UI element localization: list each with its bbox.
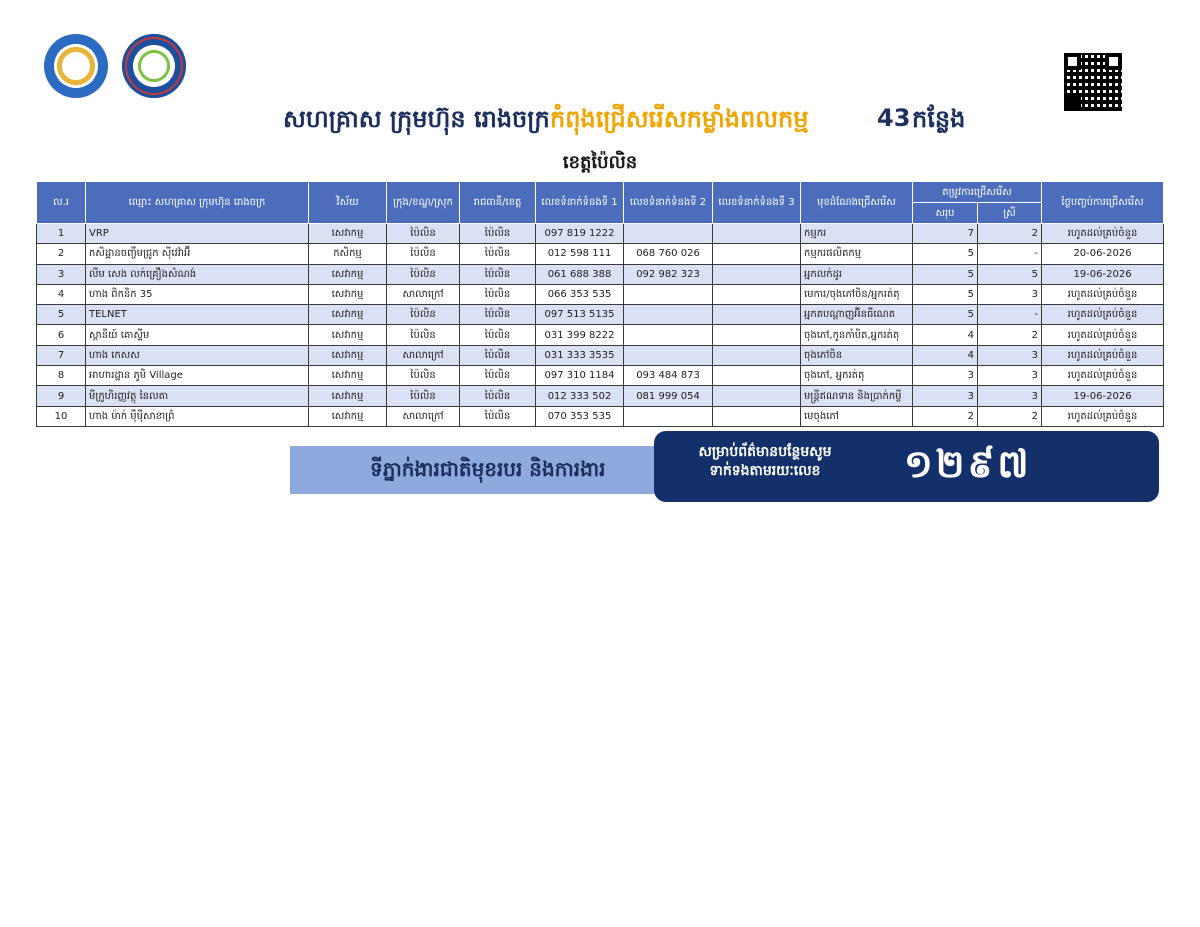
cell-phone2 xyxy=(624,406,713,426)
cell-phone1: 012 598 111 xyxy=(536,244,624,264)
agency-name: ទីភ្នាក់ងារជាតិមុខរបរ និងការងារ xyxy=(370,457,606,481)
cell-province: ប៉ៃលិន xyxy=(460,264,536,284)
cell-phone2: 093 484 873 xyxy=(624,366,713,386)
cell-name: ហាង ពិកនិក 35 xyxy=(86,284,309,304)
cell-female: 2 xyxy=(978,224,1042,244)
cell-district: ប៉ៃលិន xyxy=(387,366,460,386)
province-subtitle: ខេត្តប៉ៃលិន xyxy=(562,152,638,173)
cell-phone1: 097 819 1222 xyxy=(536,224,624,244)
cell-phone2: 081 999 054 xyxy=(624,386,713,406)
cell-name: កសិដ្ឋានចញ្ចឹមជ្រូក ស៊ីវេវ៉ាអ៊ី xyxy=(86,244,309,264)
table-row xyxy=(37,366,1164,386)
cell-total: 2 xyxy=(913,406,978,426)
cell-sector: សេវាកម្ម xyxy=(309,264,387,284)
cell-district: សាលាក្រៅ xyxy=(387,345,460,365)
cell-position: អ្នកលក់ដូរ xyxy=(801,264,913,284)
cell-district: ប៉ៃលិន xyxy=(387,305,460,325)
cell-total: 3 xyxy=(913,366,978,386)
cell-province: ប៉ៃលិន xyxy=(460,325,536,345)
cell-deadline: រហូតដល់គ្រប់ចំនួន xyxy=(1042,305,1164,325)
cell-sector: សេវាកម្ម xyxy=(309,386,387,406)
cell-province: ប៉ៃលិន xyxy=(460,406,536,426)
cell-province: ប៉ៃលិន xyxy=(460,305,536,325)
cell-total: 5 xyxy=(913,284,978,304)
cell-sector: សេវាកម្ម xyxy=(309,325,387,345)
cell-position: ចុងភៅ,កូនកាំបិត,អ្នករត់តុ xyxy=(801,325,913,345)
hotline-label-line2: ទាក់ទងតាមរយៈលេខ xyxy=(709,463,821,479)
cell-total: 5 xyxy=(913,264,978,284)
agency-banner xyxy=(290,446,680,494)
cell-no: 4 xyxy=(37,284,86,304)
cell-deadline: រហូតដល់គ្រប់ចំនួន xyxy=(1042,284,1164,304)
cell-sector: សេវាកម្ម xyxy=(309,284,387,304)
table-row xyxy=(37,244,1164,264)
header-need-group: តម្រូវការជ្រើសរើស xyxy=(913,182,1042,203)
cell-total: 4 xyxy=(913,345,978,365)
cell-position: មេការ/ចុងភៅចិន/អ្នករត់តុ xyxy=(801,284,913,304)
cell-phone1: 070 353 535 xyxy=(536,406,624,426)
hotline-banner xyxy=(654,431,1159,502)
cell-no: 6 xyxy=(37,325,86,345)
cell-total: 5 xyxy=(913,305,978,325)
cell-sector: សេវាកម្ម xyxy=(309,224,387,244)
cell-name: អាហារដ្ឋាន ភូមិ Village xyxy=(86,366,309,386)
cell-no: 9 xyxy=(37,386,86,406)
cell-no: 1 xyxy=(37,224,86,244)
table-row xyxy=(37,386,1164,406)
cell-province: ប៉ៃលិន xyxy=(460,244,536,264)
cell-female: 3 xyxy=(978,345,1042,365)
cell-name: ហាង ម៉ាក់ ម៉ឹម៉ីសាខាព្រំ xyxy=(86,406,309,426)
cell-phone3 xyxy=(713,305,801,325)
cell-phone2 xyxy=(624,224,713,244)
header-sector: វិស័យ xyxy=(309,182,387,224)
cell-province: ប៉ៃលិន xyxy=(460,224,536,244)
cell-female: - xyxy=(978,305,1042,325)
cell-position: មេចុងភៅ xyxy=(801,406,913,426)
cell-deadline: រហូតដល់គ្រប់ចំនួន xyxy=(1042,406,1164,426)
cell-total: 4 xyxy=(913,325,978,345)
header-deadline: ថ្ងៃបញ្ចប់ការជ្រើសរើស xyxy=(1042,182,1164,224)
cell-no: 3 xyxy=(37,264,86,284)
qr-code[interactable] xyxy=(1064,53,1122,111)
cell-phone2 xyxy=(624,325,713,345)
cell-sector: កសិកម្ម xyxy=(309,244,387,264)
positions-unit: កន្លែង xyxy=(912,105,966,133)
cell-phone2 xyxy=(624,345,713,365)
cell-female: - xyxy=(978,244,1042,264)
cell-phone3 xyxy=(713,284,801,304)
cell-no: 10 xyxy=(37,406,86,426)
cell-phone3 xyxy=(713,386,801,406)
logos xyxy=(44,34,186,98)
positions-count: 43 xyxy=(877,104,911,132)
title-part-1: សហគ្រាស ក្រុមហ៊ុន រោងចក្រ xyxy=(283,105,550,133)
header-province: រាជធានី/ខេត្ត xyxy=(460,182,536,224)
cell-phone2 xyxy=(624,284,713,304)
table-row xyxy=(37,264,1164,284)
cell-no: 5 xyxy=(37,305,86,325)
cell-province: ប៉ៃលិន xyxy=(460,386,536,406)
header-total: សរុប xyxy=(913,203,978,224)
header-name: ឈ្មោះ សហគ្រាស ក្រុមហ៊ុន រោងចក្រ xyxy=(86,182,309,224)
cell-deadline: រហូតដល់គ្រប់ចំនួន xyxy=(1042,345,1164,365)
cell-total: 5 xyxy=(913,244,978,264)
cell-female: 3 xyxy=(978,366,1042,386)
hotline-label-line1: សម្រាប់ព័ត៌មានបន្ថែមសូម xyxy=(698,444,832,460)
header-female: ស្រី xyxy=(978,203,1042,224)
title-part-2: កំពុងជ្រើសរើសកម្លាំងពលកម្ម xyxy=(550,105,809,133)
cell-sector: សេវាកម្ម xyxy=(309,406,387,426)
cell-no: 7 xyxy=(37,345,86,365)
page-title xyxy=(0,104,1200,144)
header-position: មុខដំណែងជ្រើសរើស xyxy=(801,182,913,224)
cell-female: 2 xyxy=(978,325,1042,345)
cell-no: 8 xyxy=(37,366,86,386)
cell-district: ប៉ៃលិន xyxy=(387,264,460,284)
cell-phone1: 097 310 1184 xyxy=(536,366,624,386)
cell-phone3 xyxy=(713,224,801,244)
cell-district: សាលាក្រៅ xyxy=(387,284,460,304)
cell-phone1: 066 353 535 xyxy=(536,284,624,304)
cell-phone1: 012 333 502 xyxy=(536,386,624,406)
agency-logo xyxy=(122,34,186,98)
cell-deadline: 19-06-2026 xyxy=(1042,386,1164,406)
cell-district: សាលាក្រៅ xyxy=(387,406,460,426)
cell-name: ហាង កេសស xyxy=(86,345,309,365)
ministry-logo xyxy=(44,34,108,98)
cell-phone2: 092 982 323 xyxy=(624,264,713,284)
cell-deadline: រហូតដល់គ្រប់ចំនួន xyxy=(1042,366,1164,386)
header-phone1: លេខទំនាក់ទំនងទី 1 xyxy=(536,182,624,224)
cell-female: 5 xyxy=(978,264,1042,284)
cell-female: 2 xyxy=(978,406,1042,426)
cell-deadline: រហូតដល់គ្រប់ចំនួន xyxy=(1042,325,1164,345)
cell-phone3 xyxy=(713,325,801,345)
header-no: ល.រ xyxy=(37,182,86,224)
cell-position: កម្មករផលិតកម្ម xyxy=(801,244,913,264)
cell-phone3 xyxy=(713,366,801,386)
cell-name: VRP xyxy=(86,224,309,244)
cell-no: 2 xyxy=(37,244,86,264)
cell-province: ប៉ៃលិន xyxy=(460,366,536,386)
cell-district: ប៉ៃលិន xyxy=(387,325,460,345)
cell-name: មីក្រូហិរញ្ញវត្ថុ នៃលតា xyxy=(86,386,309,406)
cell-phone1: 097 513 5135 xyxy=(536,305,624,325)
cell-district: ប៉ៃលិន xyxy=(387,386,460,406)
cell-phone3 xyxy=(713,406,801,426)
cell-position: ចុងភៅ, អ្នករត់តុ xyxy=(801,366,913,386)
cell-district: ប៉ៃលិន xyxy=(387,244,460,264)
cell-position: ចុងភៅចិន xyxy=(801,345,913,365)
cell-name: TELNET xyxy=(86,305,309,325)
cell-deadline: 20-06-2026 xyxy=(1042,244,1164,264)
header-phone3: លេខទំនាក់ទំនងទី 3 xyxy=(713,182,801,224)
cell-total: 3 xyxy=(913,386,978,406)
cell-deadline: រហូតដល់គ្រប់ចំនួន xyxy=(1042,224,1164,244)
cell-phone3 xyxy=(713,264,801,284)
cell-deadline: 19-06-2026 xyxy=(1042,264,1164,284)
table-row xyxy=(37,325,1164,345)
table-row xyxy=(37,284,1164,304)
cell-position: កម្មករ xyxy=(801,224,913,244)
cell-phone2: 068 760 026 xyxy=(624,244,713,264)
cell-phone2 xyxy=(624,305,713,325)
cell-total: 7 xyxy=(913,224,978,244)
cell-province: ប៉ៃលិន xyxy=(460,284,536,304)
table-row xyxy=(37,305,1164,325)
cell-province: ប៉ៃលិន xyxy=(460,345,536,365)
cell-position: មន្ត្រីឥណទាន និងប្រាក់កម្ចី xyxy=(801,386,913,406)
cell-phone1: 031 399 8222 xyxy=(536,325,624,345)
cell-sector: សេវាកម្ម xyxy=(309,345,387,365)
cell-phone1: 061 688 388 xyxy=(536,264,624,284)
cell-position: អ្នកតបណ្ដាញអ៊ិនធឺណេត xyxy=(801,305,913,325)
cell-female: 3 xyxy=(978,284,1042,304)
cell-phone3 xyxy=(713,244,801,264)
hotline-label xyxy=(690,443,840,481)
cell-phone1: 031 333 3535 xyxy=(536,345,624,365)
header-district: ក្រុង/ខណ្ឌ/ស្រុក xyxy=(387,182,460,224)
cell-phone3 xyxy=(713,345,801,365)
cell-name: លីម សេង លក់គ្រឿងសំណង់ xyxy=(86,264,309,284)
table-row xyxy=(37,406,1164,426)
cell-sector: សេវាកម្ម xyxy=(309,305,387,325)
cell-name: ស្ពានីយ៍ គោស្ទីម xyxy=(86,325,309,345)
job-table xyxy=(36,181,1164,427)
cell-district: ប៉ៃលិន xyxy=(387,224,460,244)
table-row xyxy=(37,345,1164,365)
cell-female: 3 xyxy=(978,386,1042,406)
table-row xyxy=(37,224,1164,244)
cell-sector: សេវាកម្ម xyxy=(309,366,387,386)
header-phone2: លេខទំនាក់ទំនងទី 2 xyxy=(624,182,713,224)
hotline-number[interactable]: ១២៩៧ xyxy=(904,442,1032,486)
